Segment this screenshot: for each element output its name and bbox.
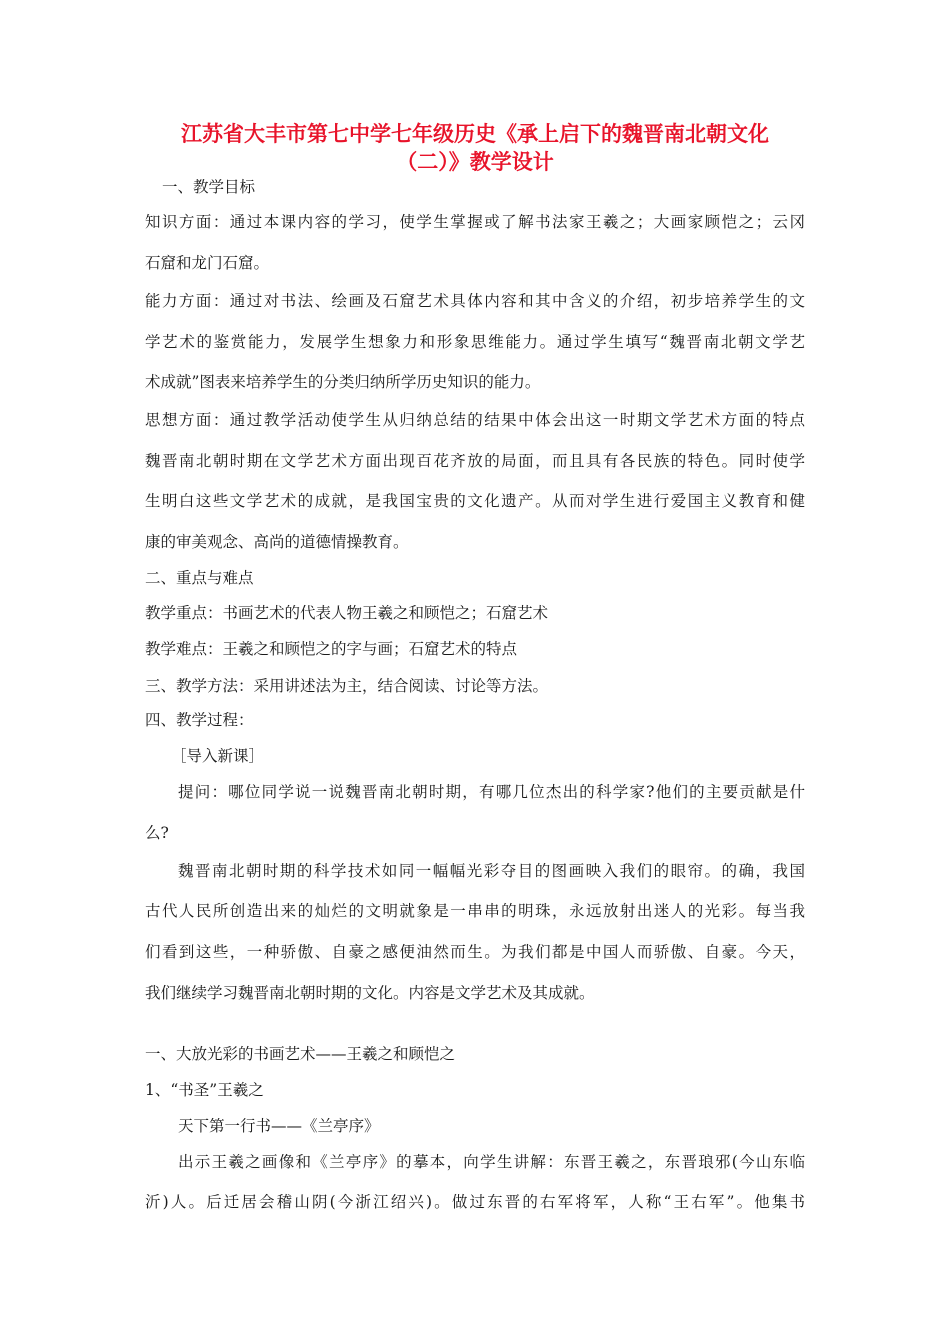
- section-heading: 一、教学目标: [162, 178, 256, 196]
- text-line: 古代人民所创造出来的灿烂的文明就象是一串串的明珠，永远放射出迷人的光彩。每当我: [145, 902, 805, 920]
- document-title-line-2: （二）》教学设计: [396, 150, 554, 174]
- text-line: 沂)人。后迁居会稽山阴(今浙江绍兴)。做过东晋的右军将军，人称“王右军”。他集书: [145, 1193, 805, 1211]
- document-title-line-1: 江苏省大丰市第七中学七年级历史《承上启下的魏晋南北朝文化: [181, 122, 769, 146]
- subsection-label: ［导入新课］: [171, 747, 265, 765]
- text-line: 康的审美观念、高尚的道德情操教育。: [145, 533, 409, 551]
- text-line: 么?: [145, 824, 169, 842]
- text-line: 思想方面：通过教学活动使学生从归纳总结的结果中体会出这一时期文学艺术方面的特点: [145, 411, 805, 429]
- text-line: 生明白这些文学艺术的成就，是我国宝贵的文化遗产。从而对学生进行爱国主义教育和健: [145, 492, 805, 510]
- text-line: 术成就”图表来培养学生的分类归纳所学历史知识的能力。: [145, 373, 541, 391]
- text-line: 天下第一行书——《兰亭序》: [178, 1117, 380, 1135]
- section-heading: 二、重点与难点: [145, 569, 254, 587]
- text-line: 石窟和龙门石窟。: [145, 254, 270, 272]
- text-line: 学艺术的鉴赏能力，发展学生想象力和形象思维能力。通过学生填写“魏晋南北朝文学艺: [145, 333, 805, 351]
- section-heading: 一、大放光彩的书画艺术——王羲之和顾恺之: [145, 1045, 456, 1063]
- text-line: 们看到这些，一种骄傲、自豪之感便油然而生。为我们都是中国人而骄傲、自豪。今天，: [145, 943, 805, 961]
- subsection-heading: 1、“书圣”王羲之: [145, 1081, 264, 1099]
- text-line: 魏晋南北朝时期的科学技术如同一幅幅光彩夺目的图画映入我们的眼帘。的确，我国: [178, 862, 805, 880]
- text-line: 我们继续学习魏晋南北朝时期的文化。内容是文学艺术及其成就。: [145, 984, 595, 1002]
- text-line: 教学重点：书画艺术的代表人物王羲之和顾恺之；石窟艺术: [145, 604, 549, 622]
- text-line: 知识方面：通过本课内容的学习，使学生掌握或了解书法家王羲之；大画家顾恺之；云冈: [145, 213, 805, 231]
- text-line: 教学难点：王羲之和顾恺之的字与画；石窟艺术的特点: [145, 640, 518, 658]
- text-line: 提问：哪位同学说一说魏晋南北朝时期，有哪几位杰出的科学家?他们的主要贡献是什: [178, 783, 805, 801]
- section-heading: 四、教学过程：: [145, 711, 254, 729]
- text-line: 魏晋南北朝时期在文学艺术方面出现百花齐放的局面，而且具有各民族的特色。同时使学: [145, 452, 805, 470]
- text-line: 出示王羲之画像和《兰亭序》的摹本，向学生讲解：东晋王羲之，东晋琅邪(今山东临: [178, 1153, 805, 1171]
- text-line: 能力方面：通过对书法、绘画及石窟艺术具体内容和其中含义的介绍，初步培养学生的文: [145, 292, 805, 310]
- section-heading: 三、教学方法：采用讲述法为主，结合阅读、讨论等方法。: [145, 677, 549, 695]
